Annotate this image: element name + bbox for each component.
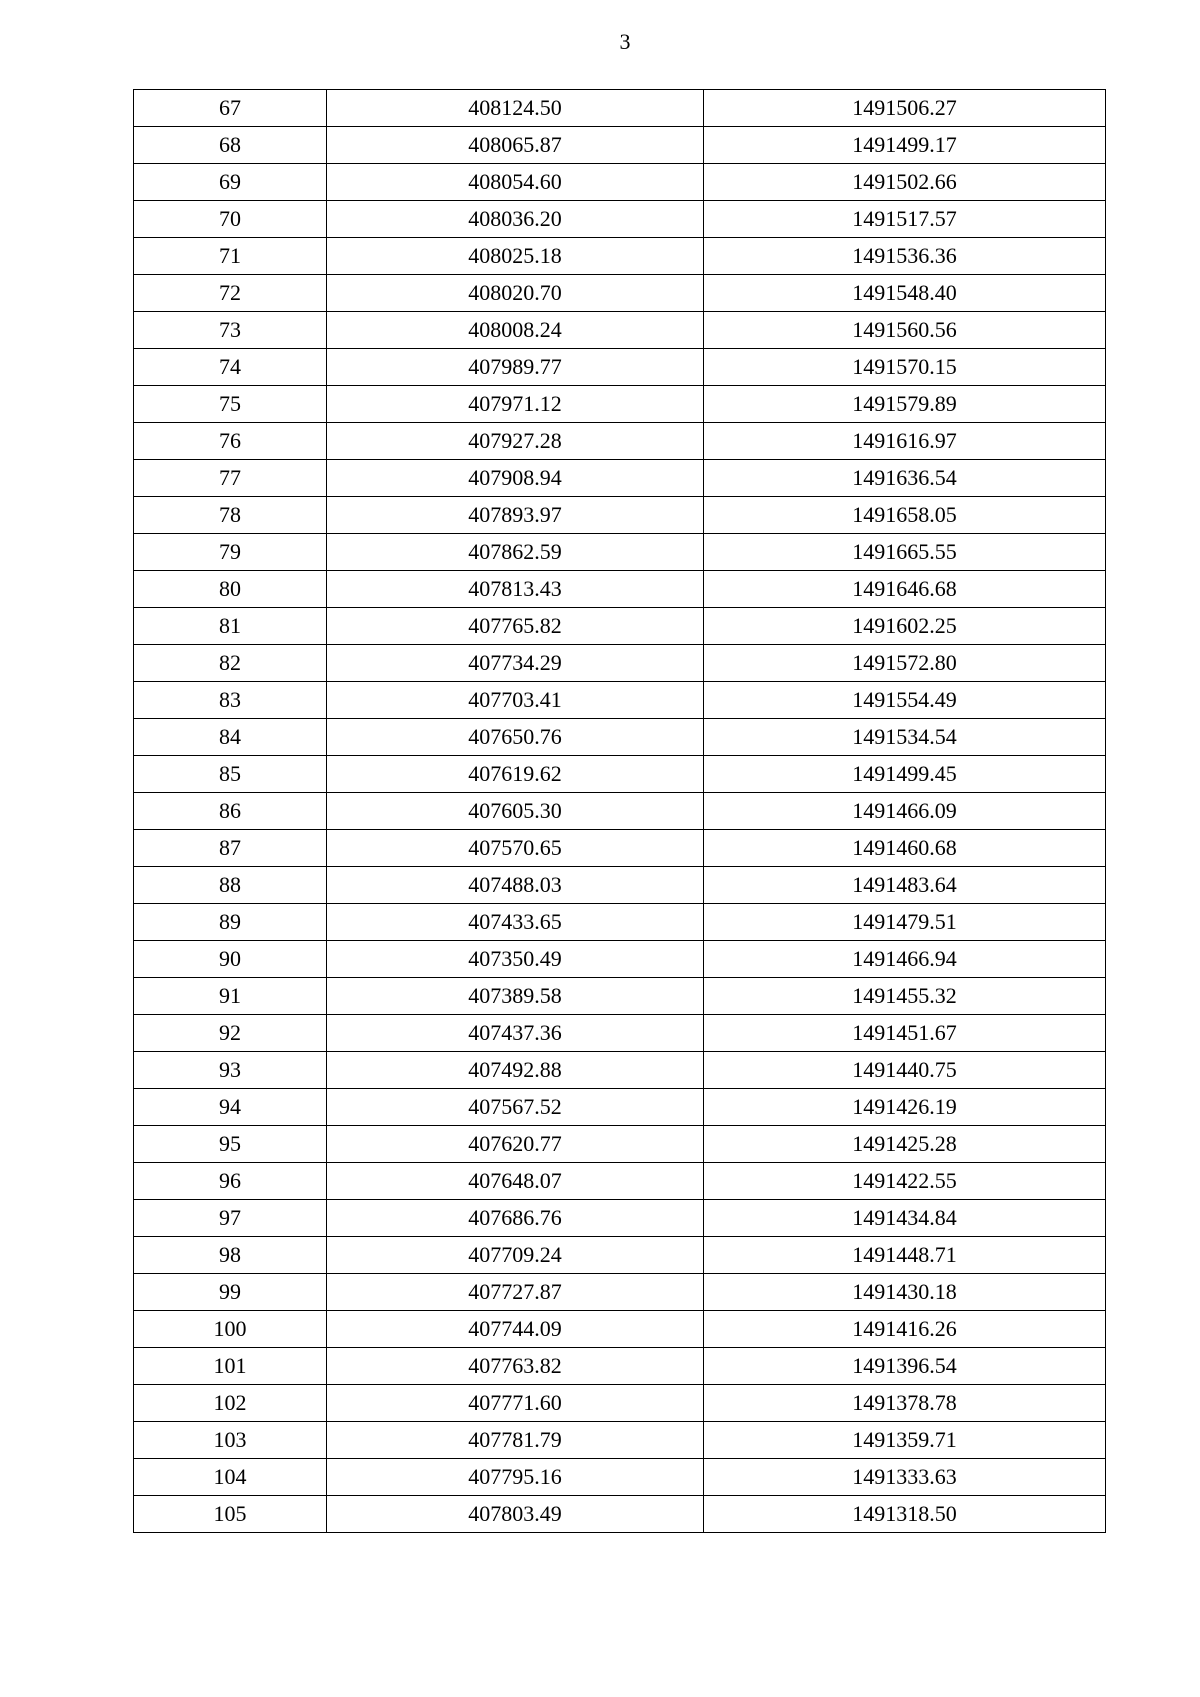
point-number-cell: 101 (134, 1348, 327, 1385)
table-row (134, 127, 1106, 164)
x-coordinate-cell: 408054.60 (327, 164, 704, 201)
y-coordinate-cell: 1491378.78 (704, 1385, 1106, 1422)
y-coordinate-cell: 1491560.56 (704, 312, 1106, 349)
y-coordinate-cell: 1491430.18 (704, 1274, 1106, 1311)
table-row (134, 682, 1106, 719)
table-row (134, 1274, 1106, 1311)
point-number-cell: 91 (134, 978, 327, 1015)
x-coordinate-cell: 407433.65 (327, 904, 704, 941)
point-number-cell: 97 (134, 1200, 327, 1237)
point-number-cell: 80 (134, 571, 327, 608)
page-number: 3 (619, 29, 631, 54)
table-row (134, 1200, 1106, 1237)
point-number-cell: 98 (134, 1237, 327, 1274)
x-coordinate-cell: 407765.82 (327, 608, 704, 645)
point-number-cell: 103 (134, 1422, 327, 1459)
table-row (134, 90, 1106, 127)
table-row (134, 1052, 1106, 1089)
y-coordinate-cell: 1491440.75 (704, 1052, 1106, 1089)
y-coordinate-cell: 1491499.45 (704, 756, 1106, 793)
x-coordinate-cell: 407488.03 (327, 867, 704, 904)
point-number-cell: 94 (134, 1089, 327, 1126)
y-coordinate-cell: 1491426.19 (704, 1089, 1106, 1126)
y-coordinate-cell: 1491455.32 (704, 978, 1106, 1015)
x-coordinate-cell: 407781.79 (327, 1422, 704, 1459)
y-coordinate-cell: 1491416.26 (704, 1311, 1106, 1348)
table-row (134, 164, 1106, 201)
x-coordinate-cell: 407570.65 (327, 830, 704, 867)
x-coordinate-cell: 408008.24 (327, 312, 704, 349)
point-number-cell: 79 (134, 534, 327, 571)
x-coordinate-cell: 407492.88 (327, 1052, 704, 1089)
point-number-cell: 74 (134, 349, 327, 386)
table-row (134, 1089, 1106, 1126)
y-coordinate-cell: 1491517.57 (704, 201, 1106, 238)
y-coordinate-cell: 1491483.64 (704, 867, 1106, 904)
point-number-cell: 77 (134, 460, 327, 497)
table-row (134, 386, 1106, 423)
x-coordinate-cell: 407771.60 (327, 1385, 704, 1422)
table-row (134, 830, 1106, 867)
table-row (134, 756, 1106, 793)
y-coordinate-cell: 1491616.97 (704, 423, 1106, 460)
y-coordinate-cell: 1491665.55 (704, 534, 1106, 571)
y-coordinate-cell: 1491466.94 (704, 941, 1106, 978)
point-number-cell: 81 (134, 608, 327, 645)
x-coordinate-cell: 407908.94 (327, 460, 704, 497)
table-row (134, 941, 1106, 978)
y-coordinate-cell: 1491534.54 (704, 719, 1106, 756)
y-coordinate-cell: 1491636.54 (704, 460, 1106, 497)
x-coordinate-cell: 407350.49 (327, 941, 704, 978)
y-coordinate-cell: 1491396.54 (704, 1348, 1106, 1385)
table-row (134, 978, 1106, 1015)
x-coordinate-cell: 408036.20 (327, 201, 704, 238)
point-number-cell: 82 (134, 645, 327, 682)
table-row (134, 867, 1106, 904)
coordinates-table (133, 89, 1106, 1533)
table-row (134, 904, 1106, 941)
x-coordinate-cell: 407989.77 (327, 349, 704, 386)
x-coordinate-cell: 407734.29 (327, 645, 704, 682)
point-number-cell: 85 (134, 756, 327, 793)
y-coordinate-cell: 1491506.27 (704, 90, 1106, 127)
table-row (134, 238, 1106, 275)
x-coordinate-cell: 407389.58 (327, 978, 704, 1015)
point-number-cell: 68 (134, 127, 327, 164)
table-row (134, 571, 1106, 608)
point-number-cell: 86 (134, 793, 327, 830)
y-coordinate-cell: 1491425.28 (704, 1126, 1106, 1163)
table-row (134, 349, 1106, 386)
y-coordinate-cell: 1491570.15 (704, 349, 1106, 386)
point-number-cell: 76 (134, 423, 327, 460)
x-coordinate-cell: 407727.87 (327, 1274, 704, 1311)
coordinates-table-body (134, 90, 1106, 1533)
y-coordinate-cell: 1491602.25 (704, 608, 1106, 645)
point-number-cell: 87 (134, 830, 327, 867)
x-coordinate-cell: 407437.36 (327, 1015, 704, 1052)
x-coordinate-cell: 407927.28 (327, 423, 704, 460)
point-number-cell: 102 (134, 1385, 327, 1422)
y-coordinate-cell: 1491646.68 (704, 571, 1106, 608)
table-row (134, 1015, 1106, 1052)
x-coordinate-cell: 407763.82 (327, 1348, 704, 1385)
table-row (134, 1311, 1106, 1348)
y-coordinate-cell: 1491451.67 (704, 1015, 1106, 1052)
table-row (134, 645, 1106, 682)
table-row (134, 1237, 1106, 1274)
point-number-cell: 93 (134, 1052, 327, 1089)
x-coordinate-cell: 407709.24 (327, 1237, 704, 1274)
y-coordinate-cell: 1491479.51 (704, 904, 1106, 941)
x-coordinate-cell: 408020.70 (327, 275, 704, 312)
point-number-cell: 105 (134, 1496, 327, 1533)
x-coordinate-cell: 408065.87 (327, 127, 704, 164)
table-row (134, 201, 1106, 238)
x-coordinate-cell: 407619.62 (327, 756, 704, 793)
point-number-cell: 84 (134, 719, 327, 756)
point-number-cell: 95 (134, 1126, 327, 1163)
point-number-cell: 90 (134, 941, 327, 978)
point-number-cell: 92 (134, 1015, 327, 1052)
x-coordinate-cell: 407795.16 (327, 1459, 704, 1496)
y-coordinate-cell: 1491359.71 (704, 1422, 1106, 1459)
point-number-cell: 88 (134, 867, 327, 904)
point-number-cell: 73 (134, 312, 327, 349)
table-row (134, 1385, 1106, 1422)
y-coordinate-cell: 1491333.63 (704, 1459, 1106, 1496)
table-row (134, 793, 1106, 830)
x-coordinate-cell: 408025.18 (327, 238, 704, 275)
x-coordinate-cell: 408124.50 (327, 90, 704, 127)
point-number-cell: 70 (134, 201, 327, 238)
y-coordinate-cell: 1491536.36 (704, 238, 1106, 275)
y-coordinate-cell: 1491572.80 (704, 645, 1106, 682)
y-coordinate-cell: 1491434.84 (704, 1200, 1106, 1237)
x-coordinate-cell: 407650.76 (327, 719, 704, 756)
x-coordinate-cell: 407813.43 (327, 571, 704, 608)
table-row (134, 312, 1106, 349)
y-coordinate-cell: 1491502.66 (704, 164, 1106, 201)
point-number-cell: 71 (134, 238, 327, 275)
y-coordinate-cell: 1491554.49 (704, 682, 1106, 719)
y-coordinate-cell: 1491422.55 (704, 1163, 1106, 1200)
x-coordinate-cell: 407893.97 (327, 497, 704, 534)
x-coordinate-cell: 407803.49 (327, 1496, 704, 1533)
table-row (134, 608, 1106, 645)
table-row (134, 1459, 1106, 1496)
y-coordinate-cell: 1491658.05 (704, 497, 1106, 534)
table-row (134, 460, 1106, 497)
x-coordinate-cell: 407648.07 (327, 1163, 704, 1200)
x-coordinate-cell: 407620.77 (327, 1126, 704, 1163)
y-coordinate-cell: 1491548.40 (704, 275, 1106, 312)
y-coordinate-cell: 1491499.17 (704, 127, 1106, 164)
point-number-cell: 75 (134, 386, 327, 423)
point-number-cell: 72 (134, 275, 327, 312)
y-coordinate-cell: 1491466.09 (704, 793, 1106, 830)
point-number-cell: 100 (134, 1311, 327, 1348)
x-coordinate-cell: 407605.30 (327, 793, 704, 830)
point-number-cell: 67 (134, 90, 327, 127)
x-coordinate-cell: 407744.09 (327, 1311, 704, 1348)
y-coordinate-cell: 1491448.71 (704, 1237, 1106, 1274)
point-number-cell: 69 (134, 164, 327, 201)
y-coordinate-cell: 1491318.50 (704, 1496, 1106, 1533)
point-number-cell: 96 (134, 1163, 327, 1200)
point-number-cell: 89 (134, 904, 327, 941)
table-row (134, 1348, 1106, 1385)
table-row (134, 534, 1106, 571)
table-row (134, 1126, 1106, 1163)
x-coordinate-cell: 407567.52 (327, 1089, 704, 1126)
x-coordinate-cell: 407971.12 (327, 386, 704, 423)
table-row (134, 1163, 1106, 1200)
point-number-cell: 83 (134, 682, 327, 719)
table-row (134, 423, 1106, 460)
table-row (134, 275, 1106, 312)
table-row (134, 719, 1106, 756)
table-row (134, 1422, 1106, 1459)
y-coordinate-cell: 1491579.89 (704, 386, 1106, 423)
table-row (134, 497, 1106, 534)
point-number-cell: 78 (134, 497, 327, 534)
x-coordinate-cell: 407862.59 (327, 534, 704, 571)
x-coordinate-cell: 407703.41 (327, 682, 704, 719)
table-row (134, 1496, 1106, 1533)
point-number-cell: 104 (134, 1459, 327, 1496)
point-number-cell: 99 (134, 1274, 327, 1311)
x-coordinate-cell: 407686.76 (327, 1200, 704, 1237)
y-coordinate-cell: 1491460.68 (704, 830, 1106, 867)
